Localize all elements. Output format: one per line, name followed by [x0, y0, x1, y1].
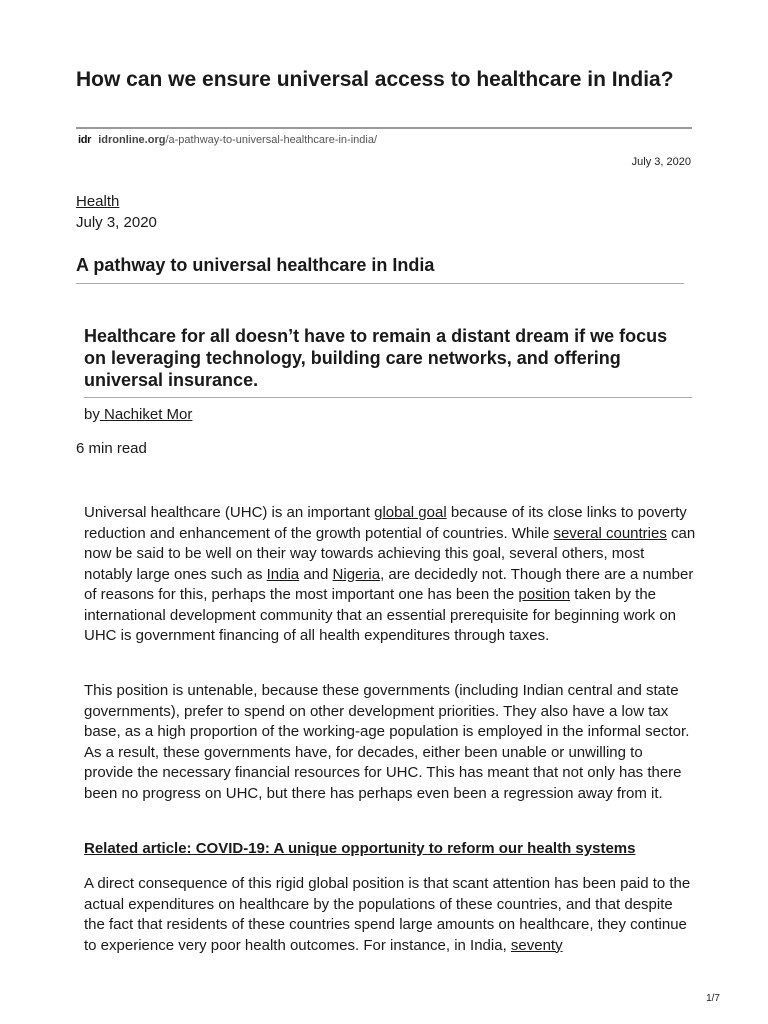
article-lede: Healthcare for all doesn’t have to remain a distant dream if we focus on leveraging technology, building care networks, and offering universal insurance. [84, 326, 668, 390]
capture-date: July 3, 2020 [631, 156, 691, 168]
p1-text-4: and [299, 565, 333, 583]
source-line [78, 134, 377, 146]
p1-text-5: , are decidedly not. Though there are a number of reasons for this, perhaps the most important one has been the [84, 565, 694, 603]
link-several-countries[interactable]: several countries [553, 524, 667, 542]
byline [84, 406, 192, 423]
p1-text-1: Universal healthcare (UHC) is an important [84, 504, 375, 521]
link-seventy[interactable]: seventy [510, 936, 563, 954]
page-title: How can we ensure universal access to healthcare in India? [76, 68, 674, 91]
read-time: 6 min read [76, 440, 147, 457]
title-divider [76, 127, 692, 129]
link-global-goal[interactable]: global goal [374, 504, 447, 521]
p1-text-2: because of its close links to poverty reduction and enhancement of the growth potential of countries. While [84, 504, 687, 542]
p3-text-1: A direct consequence of this rigid global position is that scant attention has been paid to the actual expenditures on healthcare by the populations of these countries, and that despite the fact that residents of these countries spend large amounts on healthcare, they continue to experience very poor health outcomes. For instance, in India, [84, 875, 691, 954]
link-india[interactable]: India [266, 565, 300, 583]
byline-prefix: by [84, 406, 100, 423]
idr-logo: idr [78, 134, 92, 146]
source-path[interactable]: /a-pathway-to-universal-healthcare-in-india/ [165, 134, 377, 146]
category-link-health[interactable]: Health [76, 193, 120, 210]
author-link[interactable]: Nachiket Mor [99, 406, 193, 423]
link-position[interactable]: position [518, 586, 571, 603]
link-nigeria[interactable]: Nigeria [332, 565, 381, 583]
p1-text-6: taken by the international development community that an essential prerequisite for beginning work on UHC is government financing of all health expenditures through taxes. [84, 586, 677, 644]
subtitle-divider [76, 283, 684, 284]
paragraph-1 [84, 503, 696, 647]
publish-date: July 3, 2020 [76, 214, 157, 231]
related-article-link[interactable]: Related article: COVID-19: A unique opportunity to reform our health systems [84, 840, 636, 857]
paragraph-3 [84, 874, 696, 956]
article-subtitle: A pathway to universal healthcare in India [76, 255, 435, 275]
paragraph-2: This position is untenable, because these governments (including Indian central and state governments), prefer to spend on other development priorities. They also have a low tax base, as a high proportion of the working-age population is employed in the informal sector. As a result, these governments have, for decades, either been unable or unwilling to provide the necessary financial resources for UHC. This has meant that not only has there been no progress on UHC, but there has perhaps even been a regression away from it. [84, 682, 690, 802]
lede-divider [84, 397, 692, 398]
p1-text-3: can now be said to be well on their way towards achieving this goal, several others, most notably large ones such as [84, 524, 696, 583]
page-number: 1/7 [706, 993, 720, 1004]
source-domain[interactable]: idronline.org [98, 134, 166, 146]
